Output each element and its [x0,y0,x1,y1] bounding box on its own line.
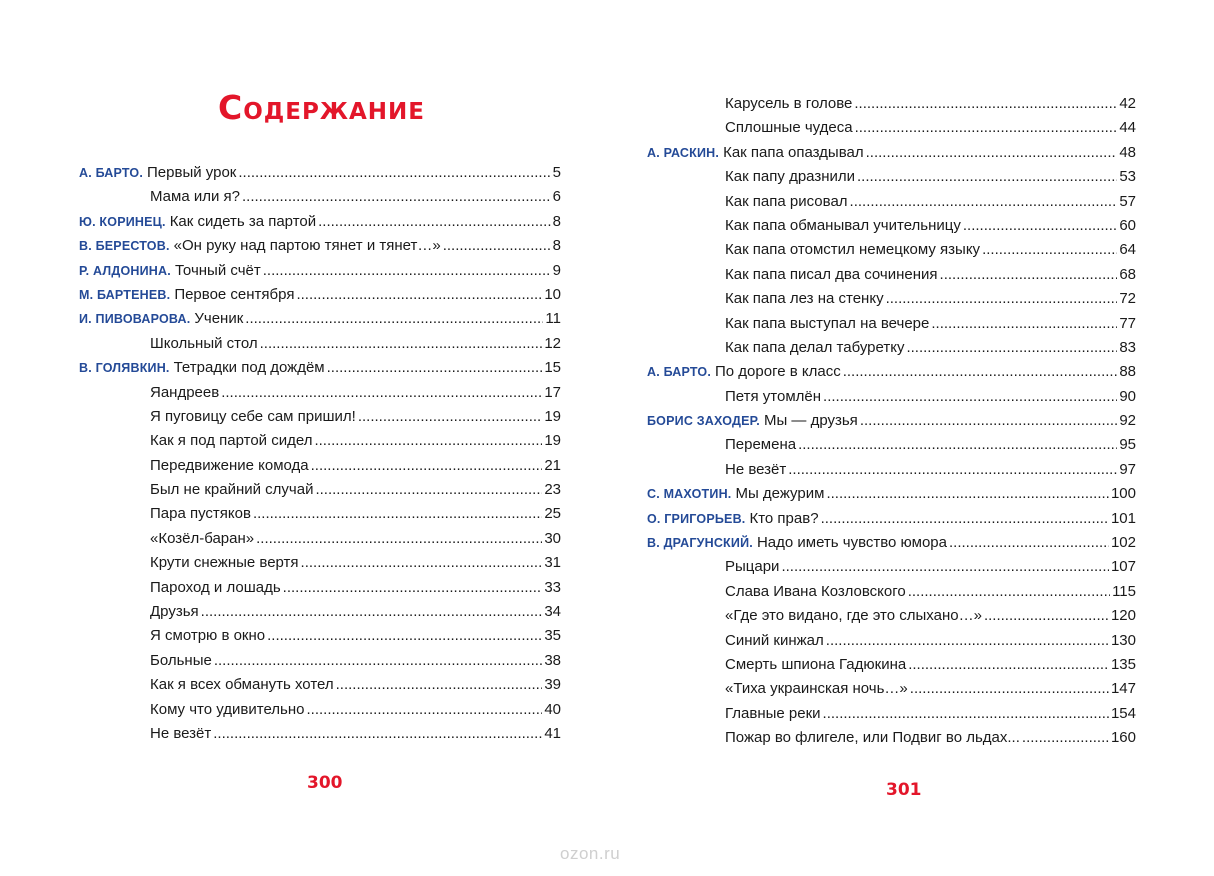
toc-page-number: 90 [1119,387,1136,405]
toc-author: В. ГОЛЯВКИН. [79,361,170,376]
dot-leader [788,458,1117,482]
toc-entry [647,238,1136,262]
dot-leader [443,234,551,258]
toc-entry [647,702,1136,726]
dot-leader [823,385,1117,409]
dot-leader [318,210,551,234]
toc-page-number: 8 [552,212,561,230]
toc-page-number: 39 [544,676,561,694]
toc-title: Пожар во флигеле, или Подвиг во льдах... [725,729,1020,747]
toc-entry [647,263,1136,287]
toc-entry [79,551,561,575]
dot-leader [850,190,1118,214]
right-page [607,0,1214,876]
toc-entry [647,116,1136,140]
toc-page-number: 44 [1119,119,1136,137]
toc-title: Как папа делал табуретку [725,338,905,356]
dot-leader [267,624,542,648]
toc-page-number: 160 [1110,729,1136,747]
toc-entry [647,141,1136,165]
watermark: ozon.ru [560,844,621,863]
toc-entry [79,527,561,551]
dot-leader [1022,726,1109,750]
toc-author: Ю. КОРИНЕЦ. [79,214,166,229]
dot-leader [855,116,1118,140]
toc-author: О. ГРИГОРЬЕВ. [647,511,746,526]
toc-author: А. РАСКИН. [647,145,720,160]
toc-entry [79,332,561,356]
toc-page-number: 34 [544,603,561,621]
toc-page-number: 72 [1119,290,1136,308]
toc-entry [647,507,1136,531]
toc-title: Мы дежурим [735,485,825,503]
dot-leader [908,580,1110,604]
dot-leader [201,600,543,624]
toc-title: Первое сентября [174,285,295,303]
toc-entry [647,214,1136,238]
toc-entry [647,555,1136,579]
toc-title: Мама или я? [150,188,240,206]
dot-leader [910,677,1109,701]
toc-entry [79,624,561,648]
dot-leader [823,702,1109,726]
toc-page-number: 60 [1119,216,1136,234]
toc-title: Как папа выступал на вечере [725,314,930,332]
toc-entry [79,600,561,624]
toc-page-number: 41 [544,724,561,742]
toc-page-number: 11 [545,310,561,328]
toc-entry [79,405,561,429]
dot-leader [860,409,1118,433]
toc-title: Кому что удивительно [150,700,305,718]
toc-title: Как папа отомстил немецкому языку [725,241,981,259]
toc-title: Смерть шпиона Гадюкина [725,655,907,673]
toc-page-number: 92 [1119,412,1136,430]
toc-page-number: 6 [552,188,561,206]
toc-entry [79,673,561,697]
toc-title: Как папа опаздывал [723,143,864,161]
dot-leader [866,141,1118,165]
toc-page-number: 15 [544,359,561,377]
toc-title: Как папа писал два сочинения [725,265,938,283]
dot-leader [358,405,542,429]
toc-entry [647,92,1136,116]
dot-leader [238,161,550,185]
toc-entry [647,726,1136,750]
toc-page-number: 10 [544,285,561,303]
dot-leader [314,429,542,453]
toc-entry [647,629,1136,653]
dot-leader [821,507,1109,531]
dot-leader [221,381,542,405]
toc-title: Синий кинжал [725,631,824,649]
dot-leader [781,555,1109,579]
toc-title: Крути снежные вертя [150,554,299,572]
toc-entry [79,356,561,380]
toc-entry [647,580,1136,604]
toc-title: Был не крайний случай [150,481,314,499]
toc-page-number: 33 [544,578,561,596]
toc-page-number: 31 [544,554,561,572]
toc-title: Ученик [194,310,244,328]
toc-title: Точный счёт [174,261,261,279]
toc-page-number: 21 [544,456,561,474]
page-number-left: 300 [307,773,343,793]
toc-entry [647,531,1136,555]
toc-entry [647,165,1136,189]
page-number-right: 301 [886,780,922,800]
toc-entry [647,653,1136,677]
toc-title: Не везёт [725,460,787,478]
toc-entry [647,677,1136,701]
toc-page-number: 48 [1119,143,1136,161]
dot-leader [253,502,542,526]
toc-title: Я смотрю в окно [150,627,266,645]
toc-title: По дороге в класс [715,363,841,381]
dot-leader [311,454,543,478]
toc-page-number: 77 [1119,314,1136,332]
toc-page-number: 147 [1110,680,1136,698]
toc-entry [79,649,561,673]
toc-page-number: 107 [1110,558,1136,576]
toc-page-number: 19 [544,432,561,450]
toc-entry [647,482,1136,506]
toc-entry [79,502,561,526]
dot-leader [283,576,543,600]
toc-title: Яандреев [150,383,220,401]
toc-title: Сплошные чудеса [725,119,853,137]
dot-leader [260,332,543,356]
dot-leader [245,307,543,331]
toc-page-number: 68 [1119,265,1136,283]
dot-leader [263,259,551,283]
toc-title: Кто прав? [749,509,819,527]
toc-title: Петя утомлён [725,387,822,405]
dot-leader [306,698,542,722]
toc-title: Тетрадки под дождём [173,359,325,377]
toc-title: Как папа лез на стенку [725,290,884,308]
toc-page-number: 38 [544,651,561,669]
toc-title: Как я под партой сидел [150,432,313,450]
toc-author: В. БЕРЕСТОВ. [79,239,170,254]
toc-title: Друзья [150,603,199,621]
toc-page-number: 83 [1119,338,1136,356]
toc-page-number: 135 [1110,655,1136,673]
toc-entry [647,385,1136,409]
dot-leader [826,482,1109,506]
toc-title: Школьный стол [150,334,258,352]
toc-title: Я пуговицу себе сам пришил! [150,407,356,425]
dot-leader [315,478,542,502]
toc-author: БОРИС ЗАХОДЕР. [647,414,760,429]
toc-page-number: 8 [552,237,561,255]
toc-entry [647,458,1136,482]
toc-title: Как папа рисовал [725,192,848,210]
dot-leader [296,283,542,307]
toc-entry [79,161,561,185]
toc-page-number: 42 [1119,95,1136,112]
toc-entry [647,287,1136,311]
dot-leader [336,673,543,697]
toc-title: «Где это видано, где это слыхано…» [725,607,982,625]
toc-entry [79,185,561,209]
toc-title: Передвижение комода [150,456,309,474]
toc-title: «Козёл-баран» [150,529,255,547]
toc-page-number: 35 [544,627,561,645]
toc-title: Как сидеть за партой [169,212,317,230]
dot-leader [857,165,1117,189]
dot-leader [256,527,542,551]
toc-author: А. БАРТО. [79,166,144,180]
dot-leader [242,185,551,209]
dot-leader [931,312,1117,336]
toc-list-left [79,161,561,746]
dot-leader [886,287,1118,311]
toc-entry [79,259,561,283]
toc-title: Слава Ивана Козловского [725,582,906,600]
toc-page-number: 12 [544,334,561,352]
toc-author: В. ДРАГУНСКИЙ. [647,536,753,551]
toc-page-number: 5 [552,164,561,181]
dot-leader [327,356,543,380]
toc-page-number: 64 [1119,241,1136,259]
toc-entry [79,210,561,234]
dot-leader [301,551,543,575]
toc-title: Как я всех обмануть хотел [150,676,334,694]
dot-leader [214,649,542,673]
toc-author: Р. АЛДОНИНА. [79,263,171,278]
toc-entry [647,604,1136,628]
toc-page-number: 9 [552,261,561,279]
toc-title: Больные [150,651,212,669]
toc-title: Главные реки [725,704,821,722]
toc-page-number: 95 [1119,436,1136,454]
toc-page-number: 97 [1119,460,1136,478]
toc-entry [79,576,561,600]
toc-entry [647,433,1136,457]
toc-title: Перемена [725,436,797,454]
toc-entry [647,409,1136,433]
toc-entry [79,698,561,722]
toc-entry [79,381,561,405]
toc-page-number: 57 [1119,192,1136,210]
toc-page-number: 88 [1119,363,1136,381]
dot-leader [826,629,1109,653]
toc-entry [647,190,1136,214]
toc-page-number: 120 [1110,607,1136,625]
dot-leader [982,238,1117,262]
toc-title: Пароход и лошадь [150,578,281,596]
toc-title: Надо иметь чувство юмора [756,534,947,552]
toc-page-number: 19 [544,407,561,425]
toc-entry [647,336,1136,360]
dot-leader [798,433,1117,457]
toc-page-number: 154 [1110,704,1136,722]
toc-entry [79,478,561,502]
toc-page-number: 115 [1112,582,1136,600]
toc-page-number: 130 [1110,631,1136,649]
toc-entry [79,722,561,746]
toc-page-number: 25 [544,505,561,523]
toc-author: А. БАРТО. [647,365,712,380]
toc-entry [79,454,561,478]
toc-entry [79,307,561,331]
toc-page-number: 53 [1119,168,1136,186]
toc-title: Как папа обманывал учительницу [725,216,961,234]
toc-title: Первый урок [147,164,237,181]
toc-title: Рыцари [725,558,780,576]
toc-entry [79,234,561,258]
toc-title: Мы — друзья [763,412,858,430]
dot-leader [940,263,1118,287]
toc-page-number: 23 [544,481,561,499]
dot-leader [963,214,1117,238]
toc-title: Пара пустяков [150,505,251,523]
toc-author: С. МАХОТИН. [647,487,732,502]
dot-leader [906,336,1117,360]
toc-entry [647,360,1136,384]
page-title: Содержание [218,88,425,127]
toc-title: «Он руку над партою тянет и тянет…» [173,237,441,255]
toc-page-number: 17 [544,383,561,401]
toc-page-number: 100 [1110,485,1136,503]
toc-entry [647,312,1136,336]
toc-list-right [647,92,1136,751]
toc-title: Как папу дразнили [725,168,856,186]
toc-author: М. БАРТЕНЕВ. [79,287,171,302]
toc-page-number: 102 [1110,534,1136,552]
toc-entry [79,283,561,307]
dot-leader [854,92,1117,116]
dot-leader [949,531,1109,555]
toc-page-number: 30 [544,529,561,547]
toc-title: «Тиха украинская ночь…» [725,680,908,698]
toc-entry [79,429,561,453]
dot-leader [984,604,1109,628]
dot-leader [843,360,1118,384]
toc-page-number: 40 [544,700,561,718]
toc-page-number: 101 [1110,509,1136,527]
dot-leader [213,722,542,746]
toc-title: Не везёт [150,724,212,742]
toc-title: Карусель в голове [725,95,853,112]
dot-leader [908,653,1109,677]
toc-author: И. ПИВОВАРОВА. [79,312,191,327]
